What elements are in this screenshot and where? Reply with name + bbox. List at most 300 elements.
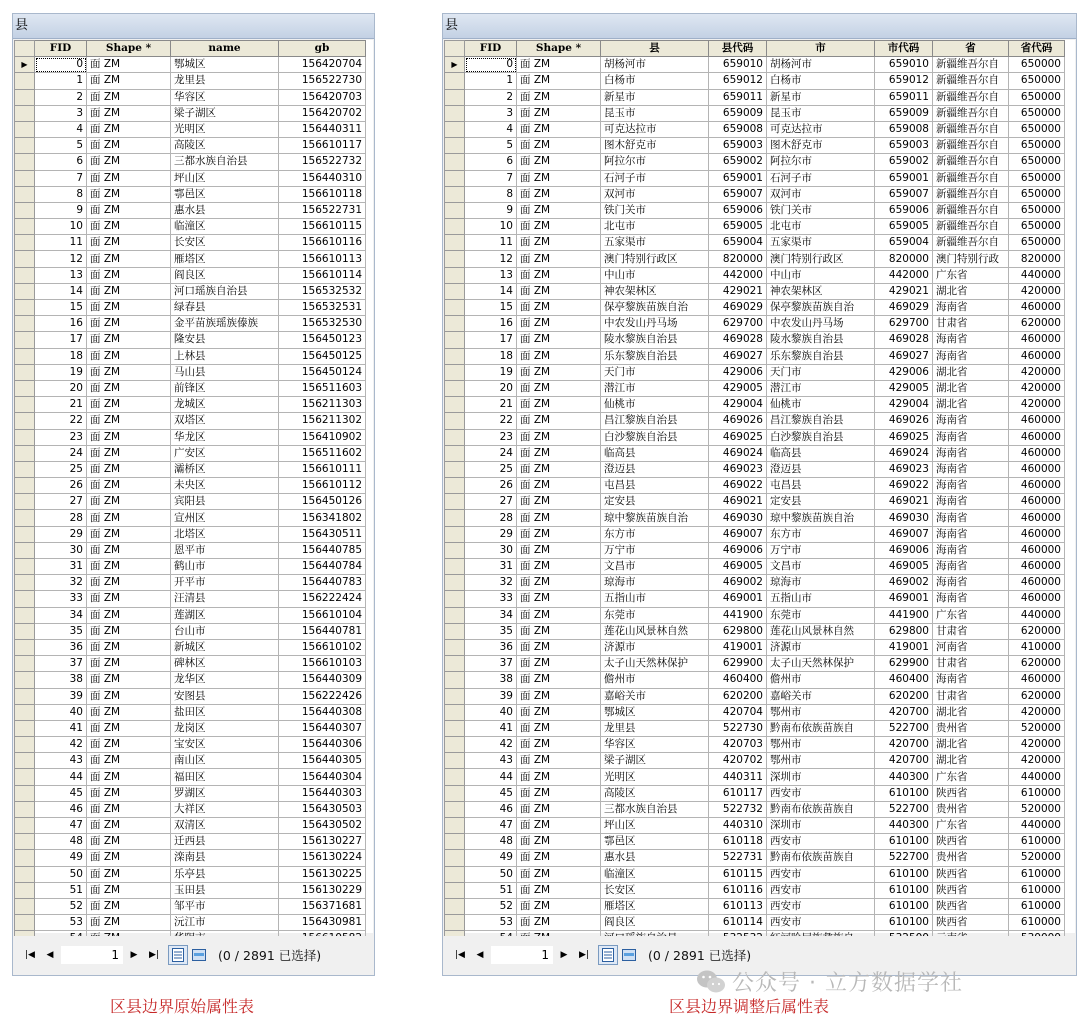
table-cell[interactable]: 659012	[709, 73, 767, 89]
table-cell[interactable]: 469027	[709, 348, 767, 364]
table-cell[interactable]: 新疆维吾尔自	[933, 73, 1009, 89]
table-cell[interactable]: 面 ZM	[87, 154, 171, 170]
row-selector[interactable]	[15, 219, 35, 235]
table-cell[interactable]: 东莞市	[601, 607, 709, 623]
table-row[interactable]	[15, 769, 366, 785]
table-cell[interactable]: 面 ZM	[87, 202, 171, 218]
table-cell[interactable]: 华容区	[171, 89, 279, 105]
table-cell[interactable]: 610100	[875, 785, 933, 801]
table-cell[interactable]: 469025	[875, 429, 933, 445]
table-cell[interactable]: 陕西省	[933, 785, 1009, 801]
table-cell[interactable]: 面 ZM	[87, 915, 171, 931]
table-cell[interactable]: 面 ZM	[87, 834, 171, 850]
table-cell[interactable]: 陕西省	[933, 882, 1009, 898]
table-row[interactable]	[445, 348, 1065, 364]
table-cell[interactable]: 1	[35, 73, 87, 89]
table-cell[interactable]: 面 ZM	[87, 850, 171, 866]
table-cell[interactable]: 156610115	[279, 219, 366, 235]
table-cell[interactable]: 面 ZM	[87, 785, 171, 801]
table-cell[interactable]: 420000	[1009, 737, 1065, 753]
table-cell[interactable]: 469022	[709, 478, 767, 494]
table-cell[interactable]: 460400	[875, 672, 933, 688]
table-cell[interactable]: 522730	[709, 720, 767, 736]
table-cell[interactable]: 坪山区	[601, 818, 709, 834]
table-cell[interactable]: 面 ZM	[87, 219, 171, 235]
table-cell[interactable]: 乐亭县	[171, 866, 279, 882]
table-cell[interactable]: 156222424	[279, 591, 366, 607]
table-row[interactable]	[15, 785, 366, 801]
table-cell[interactable]: 429021	[709, 283, 767, 299]
table-row[interactable]	[445, 170, 1065, 186]
table-cell[interactable]: 440310	[709, 818, 767, 834]
table-cell[interactable]: 面 ZM	[517, 704, 601, 720]
table-row[interactable]	[445, 623, 1065, 639]
table-cell[interactable]: 贵州省	[933, 850, 1009, 866]
first-record-icon[interactable]: |◀	[455, 950, 465, 960]
row-selector[interactable]	[445, 154, 465, 170]
table-cell[interactable]: 面 ZM	[87, 639, 171, 655]
row-selector[interactable]	[445, 769, 465, 785]
table-cell[interactable]: 156130229	[279, 882, 366, 898]
table-cell[interactable]: 面 ZM	[87, 461, 171, 477]
table-cell[interactable]: 3	[35, 105, 87, 121]
table-cell[interactable]: 面 ZM	[517, 801, 601, 817]
table-row[interactable]	[445, 121, 1065, 137]
table-row[interactable]	[445, 494, 1065, 510]
table-cell[interactable]: 西安市	[767, 834, 875, 850]
column-header[interactable]: 县	[601, 41, 709, 57]
row-selector[interactable]	[15, 461, 35, 477]
table-cell[interactable]: 面 ZM	[517, 720, 601, 736]
table-cell[interactable]: 441900	[875, 607, 933, 623]
table-row[interactable]	[15, 364, 366, 380]
table-cell[interactable]: 659006	[709, 202, 767, 218]
table-cell[interactable]: 华龙区	[171, 429, 279, 445]
row-selector[interactable]	[445, 720, 465, 736]
first-record-icon[interactable]: |◀	[25, 950, 35, 960]
row-selector[interactable]	[15, 607, 35, 623]
table-cell[interactable]: 鄠邑区	[601, 834, 709, 850]
table-cell[interactable]: 24	[465, 445, 517, 461]
table-cell[interactable]: 面 ZM	[87, 121, 171, 137]
table-cell[interactable]: 莲花山风景林自然	[601, 623, 709, 639]
table-cell[interactable]: 156532530	[279, 316, 366, 332]
table-cell[interactable]: 文昌市	[767, 559, 875, 575]
table-cell[interactable]: 面 ZM	[87, 170, 171, 186]
table-cell[interactable]: 中农发山丹马场	[601, 316, 709, 332]
table-cell[interactable]: 面 ZM	[517, 737, 601, 753]
table-cell[interactable]: 面 ZM	[517, 656, 601, 672]
table-cell[interactable]: 659012	[875, 73, 933, 89]
table-cell[interactable]: 宾阳县	[171, 494, 279, 510]
table-cell[interactable]: 新星市	[601, 89, 709, 105]
table-cell[interactable]: 156440785	[279, 542, 366, 558]
table-row[interactable]	[445, 364, 1065, 380]
table-cell[interactable]: 面 ZM	[517, 882, 601, 898]
table-cell[interactable]: 面 ZM	[517, 300, 601, 316]
row-selector[interactable]	[445, 494, 465, 510]
table-cell[interactable]: 面 ZM	[517, 89, 601, 105]
row-selector[interactable]	[445, 461, 465, 477]
show-selected-records-icon[interactable]	[620, 946, 638, 964]
table-row[interactable]	[445, 445, 1065, 461]
table-cell[interactable]: 陕西省	[933, 915, 1009, 931]
row-selector[interactable]	[445, 656, 465, 672]
row-selector[interactable]	[15, 656, 35, 672]
column-header[interactable]: 市代码	[875, 41, 933, 57]
table-cell[interactable]: 460000	[1009, 559, 1065, 575]
table-cell[interactable]: 31	[35, 559, 87, 575]
table-cell[interactable]: 面 ZM	[87, 89, 171, 105]
table-cell[interactable]: 659008	[709, 121, 767, 137]
table-row[interactable]	[15, 753, 366, 769]
table-cell[interactable]: 610100	[875, 866, 933, 882]
table-row[interactable]	[445, 591, 1065, 607]
table-cell[interactable]: 460000	[1009, 348, 1065, 364]
table-cell[interactable]: 海南省	[933, 461, 1009, 477]
table-cell[interactable]: 469005	[709, 559, 767, 575]
table-row[interactable]	[445, 688, 1065, 704]
table-row[interactable]	[445, 251, 1065, 267]
table-cell[interactable]: 梁子湖区	[601, 753, 709, 769]
table-cell[interactable]: 面 ZM	[517, 898, 601, 914]
table-cell[interactable]: 469006	[875, 542, 933, 558]
table-cell[interactable]: 天门市	[767, 364, 875, 380]
row-selector[interactable]	[15, 510, 35, 526]
table-cell[interactable]: 610100	[875, 834, 933, 850]
prev-record-icon[interactable]: ◀	[476, 950, 484, 960]
table-cell[interactable]: 420700	[875, 753, 933, 769]
table-cell[interactable]: 临潼区	[171, 219, 279, 235]
table-cell[interactable]: 龙里县	[171, 73, 279, 89]
table-cell[interactable]: 469007	[875, 526, 933, 542]
row-selector-header[interactable]	[445, 41, 465, 57]
table-cell[interactable]: 14	[465, 283, 517, 299]
row-selector[interactable]	[445, 623, 465, 639]
table-cell[interactable]: 万宁市	[601, 542, 709, 558]
row-selector[interactable]	[445, 850, 465, 866]
record-number-input[interactable]: 1	[60, 945, 124, 965]
row-selector-header[interactable]	[15, 41, 35, 57]
table-cell[interactable]: 156420704	[279, 57, 366, 73]
table-cell[interactable]: 嘉峪关市	[601, 688, 709, 704]
table-row[interactable]	[15, 397, 366, 413]
table-row[interactable]	[445, 186, 1065, 202]
table-cell[interactable]: 西安市	[767, 898, 875, 914]
table-cell[interactable]: 深圳市	[767, 818, 875, 834]
table-cell[interactable]: 156440307	[279, 720, 366, 736]
table-cell[interactable]: 东莞市	[767, 607, 875, 623]
table-cell[interactable]: 屯昌县	[767, 478, 875, 494]
table-row[interactable]	[445, 300, 1065, 316]
table-cell[interactable]: 临高县	[767, 445, 875, 461]
table-cell[interactable]: 429005	[875, 380, 933, 396]
table-cell[interactable]: 620000	[1009, 656, 1065, 672]
table-cell[interactable]: 新疆维吾尔自	[933, 202, 1009, 218]
table-cell[interactable]: 面 ZM	[87, 688, 171, 704]
table-cell[interactable]: 522700	[875, 801, 933, 817]
column-header[interactable]: 县代码	[709, 41, 767, 57]
last-record-icon[interactable]: ▶|	[579, 950, 589, 960]
table-cell[interactable]: 469029	[709, 300, 767, 316]
row-selector[interactable]	[15, 559, 35, 575]
table-cell[interactable]: 宝安区	[171, 737, 279, 753]
table-cell[interactable]: 福田区	[171, 769, 279, 785]
table-cell[interactable]: 面 ZM	[517, 105, 601, 121]
table-cell[interactable]: 面 ZM	[517, 575, 601, 591]
table-cell[interactable]: 460000	[1009, 429, 1065, 445]
table-cell[interactable]: 三都水族自治县	[601, 801, 709, 817]
table-cell[interactable]: 156450123	[279, 332, 366, 348]
table-row[interactable]	[445, 915, 1065, 931]
table-cell[interactable]: 澳门特别行政	[933, 251, 1009, 267]
table-cell[interactable]: 440300	[875, 769, 933, 785]
table-cell[interactable]: 莲花山风景林自然	[767, 623, 875, 639]
table-cell[interactable]: 海南省	[933, 591, 1009, 607]
table-cell[interactable]: 惠水县	[601, 850, 709, 866]
table-cell[interactable]: 面 ZM	[517, 866, 601, 882]
table-cell[interactable]: 4	[35, 121, 87, 137]
table-cell[interactable]: 156610116	[279, 235, 366, 251]
table-cell[interactable]: 湖北省	[933, 737, 1009, 753]
table-cell[interactable]: 双塔区	[171, 413, 279, 429]
row-selector[interactable]	[445, 186, 465, 202]
table-cell[interactable]: 629700	[709, 316, 767, 332]
next-record-icon[interactable]: ▶	[560, 950, 568, 960]
table-cell[interactable]: 西安市	[767, 882, 875, 898]
table-cell[interactable]: 西安市	[767, 915, 875, 931]
table-cell[interactable]: 23	[35, 429, 87, 445]
table-cell[interactable]: 深圳市	[767, 769, 875, 785]
table-row[interactable]	[445, 542, 1065, 558]
row-selector[interactable]	[15, 478, 35, 494]
row-selector[interactable]	[15, 138, 35, 154]
table-cell[interactable]: 雁塔区	[601, 898, 709, 914]
table-cell[interactable]: 28	[465, 510, 517, 526]
table-cell[interactable]: 156450124	[279, 364, 366, 380]
table-cell[interactable]: 面 ZM	[87, 656, 171, 672]
table-cell[interactable]: 18	[35, 348, 87, 364]
table-cell[interactable]: 高陵区	[601, 785, 709, 801]
table-cell[interactable]: 面 ZM	[517, 267, 601, 283]
table-cell[interactable]: 620000	[1009, 316, 1065, 332]
table-cell[interactable]: 新疆维吾尔自	[933, 121, 1009, 137]
table-cell[interactable]: 156440309	[279, 672, 366, 688]
table-cell[interactable]: 9	[465, 202, 517, 218]
table-cell[interactable]: 650000	[1009, 235, 1065, 251]
table-cell[interactable]: 469002	[875, 575, 933, 591]
table-cell[interactable]: 面 ZM	[517, 785, 601, 801]
table-row[interactable]	[445, 575, 1065, 591]
table-cell[interactable]: 48	[465, 834, 517, 850]
table-cell[interactable]: 156211302	[279, 413, 366, 429]
table-cell[interactable]: 东方市	[601, 526, 709, 542]
table-cell[interactable]: 11	[465, 235, 517, 251]
table-cell[interactable]: 面 ZM	[517, 283, 601, 299]
table-row[interactable]	[15, 105, 366, 121]
table-cell[interactable]: 乐东黎族自治县	[767, 348, 875, 364]
table-cell[interactable]: 面 ZM	[87, 753, 171, 769]
table-cell[interactable]: 469030	[709, 510, 767, 526]
table-cell[interactable]: 广东省	[933, 267, 1009, 283]
table-cell[interactable]: 面 ZM	[517, 639, 601, 655]
table-cell[interactable]: 460000	[1009, 332, 1065, 348]
column-header[interactable]: gb	[279, 41, 366, 57]
table-cell[interactable]: 面 ZM	[87, 57, 171, 73]
table-cell[interactable]: 新疆维吾尔自	[933, 57, 1009, 73]
table-cell[interactable]: 面 ZM	[517, 332, 601, 348]
table-cell[interactable]: 520000	[1009, 720, 1065, 736]
table-cell[interactable]: 156450125	[279, 348, 366, 364]
table-cell[interactable]: 15	[35, 300, 87, 316]
table-cell[interactable]: 610100	[875, 898, 933, 914]
table-cell[interactable]: 湖北省	[933, 364, 1009, 380]
table-cell[interactable]: 面 ZM	[87, 575, 171, 591]
table-cell[interactable]: 156511602	[279, 445, 366, 461]
column-header[interactable]: FID	[35, 41, 87, 57]
table-cell[interactable]: 156532532	[279, 283, 366, 299]
table-row[interactable]	[445, 413, 1065, 429]
row-selector[interactable]	[15, 688, 35, 704]
table-cell[interactable]: 新星市	[767, 89, 875, 105]
table-cell[interactable]: 429004	[709, 397, 767, 413]
table-cell[interactable]: 济源市	[601, 639, 709, 655]
record-number-input[interactable]: 1	[490, 945, 554, 965]
table-cell[interactable]: 419001	[875, 639, 933, 655]
table-cell[interactable]: 面 ZM	[87, 105, 171, 121]
table-row[interactable]	[15, 704, 366, 720]
row-selector[interactable]	[15, 834, 35, 850]
table-cell[interactable]: 海南省	[933, 300, 1009, 316]
table-cell[interactable]: 面 ZM	[517, 364, 601, 380]
table-row[interactable]	[15, 235, 366, 251]
table-cell[interactable]: 潜江市	[767, 380, 875, 396]
table-cell[interactable]: 长安区	[601, 882, 709, 898]
table-cell[interactable]: 460000	[1009, 461, 1065, 477]
table-cell[interactable]: 面 ZM	[517, 348, 601, 364]
table-cell[interactable]: 156440311	[279, 121, 366, 137]
table-cell[interactable]: 156430502	[279, 818, 366, 834]
table-cell[interactable]: 面 ZM	[87, 300, 171, 316]
row-selector[interactable]	[445, 170, 465, 186]
table-cell[interactable]: 面 ZM	[517, 57, 601, 73]
table-cell[interactable]: 面 ZM	[517, 170, 601, 186]
table-cell[interactable]: 42	[35, 737, 87, 753]
table-cell[interactable]: 29	[35, 526, 87, 542]
table-cell[interactable]: 面 ZM	[517, 429, 601, 445]
row-selector[interactable]	[15, 267, 35, 283]
table-cell[interactable]: 17	[465, 332, 517, 348]
table-cell[interactable]: 前锋区	[171, 380, 279, 396]
table-cell[interactable]: 659011	[709, 89, 767, 105]
table-cell[interactable]: 156610117	[279, 138, 366, 154]
table-cell[interactable]: 广东省	[933, 818, 1009, 834]
table-cell[interactable]: 海南省	[933, 332, 1009, 348]
table-cell[interactable]: 面 ZM	[517, 834, 601, 850]
table-row[interactable]	[445, 57, 1065, 73]
table-cell[interactable]: 面 ZM	[87, 397, 171, 413]
table-cell[interactable]: 广东省	[933, 769, 1009, 785]
table-cell[interactable]: 面 ZM	[87, 882, 171, 898]
row-selector[interactable]	[15, 332, 35, 348]
table-cell[interactable]: 156440304	[279, 769, 366, 785]
table-row[interactable]	[445, 283, 1065, 299]
table-cell[interactable]: 湖北省	[933, 380, 1009, 396]
table-cell[interactable]: 阿拉尔市	[767, 154, 875, 170]
row-selector[interactable]	[15, 348, 35, 364]
table-cell[interactable]: 52	[465, 898, 517, 914]
table-cell[interactable]: 156440308	[279, 704, 366, 720]
table-cell[interactable]: 面 ZM	[87, 623, 171, 639]
table-cell[interactable]: 469021	[875, 494, 933, 510]
table-cell[interactable]: 29	[465, 526, 517, 542]
table-cell[interactable]: 460000	[1009, 542, 1065, 558]
table-cell[interactable]: 440000	[1009, 607, 1065, 623]
table-cell[interactable]: 10	[465, 219, 517, 235]
table-cell[interactable]: 可克达拉市	[601, 121, 709, 137]
table-row[interactable]	[15, 332, 366, 348]
table-cell[interactable]: 156440781	[279, 623, 366, 639]
table-cell[interactable]: 25	[35, 461, 87, 477]
table-row[interactable]	[445, 154, 1065, 170]
table-row[interactable]	[445, 461, 1065, 477]
row-selector[interactable]	[445, 332, 465, 348]
table-cell[interactable]: 广安区	[171, 445, 279, 461]
table-cell[interactable]: 面 ZM	[517, 461, 601, 477]
table-cell[interactable]: 海南省	[933, 348, 1009, 364]
table-cell[interactable]: 黔南布依族苗族自	[767, 801, 875, 817]
table-row[interactable]	[15, 413, 366, 429]
table-cell[interactable]: 面 ZM	[517, 138, 601, 154]
row-selector[interactable]	[15, 494, 35, 510]
table-cell[interactable]: 龙华区	[171, 672, 279, 688]
table-cell[interactable]: 西安市	[767, 866, 875, 882]
row-selector[interactable]	[445, 915, 465, 931]
column-header[interactable]: Shape *	[87, 41, 171, 57]
table-row[interactable]	[15, 866, 366, 882]
table-cell[interactable]: 面 ZM	[87, 186, 171, 202]
table-row[interactable]	[15, 672, 366, 688]
column-header[interactable]: name	[171, 41, 279, 57]
table-cell[interactable]: 面 ZM	[87, 720, 171, 736]
last-record-icon[interactable]: ▶|	[149, 950, 159, 960]
table-cell[interactable]: 17	[35, 332, 87, 348]
table-cell[interactable]: 雁塔区	[171, 251, 279, 267]
table-cell[interactable]: 白杨市	[601, 73, 709, 89]
table-row[interactable]	[445, 818, 1065, 834]
table-cell[interactable]: 420000	[1009, 380, 1065, 396]
table-cell[interactable]: 恩平市	[171, 542, 279, 558]
row-selector[interactable]	[445, 429, 465, 445]
table-cell[interactable]: 820000	[709, 251, 767, 267]
table-cell[interactable]: 河南省	[933, 639, 1009, 655]
table-cell[interactable]: 梁子湖区	[171, 105, 279, 121]
table-cell[interactable]: 650000	[1009, 138, 1065, 154]
table-cell[interactable]: 610115	[709, 866, 767, 882]
table-cell[interactable]: 469026	[875, 413, 933, 429]
row-selector[interactable]	[445, 688, 465, 704]
row-selector[interactable]	[445, 785, 465, 801]
table-cell[interactable]: 玉田县	[171, 882, 279, 898]
row-selector[interactable]	[445, 121, 465, 137]
table-cell[interactable]: 阎良区	[601, 915, 709, 931]
table-cell[interactable]: 522732	[709, 801, 767, 817]
table-cell[interactable]: 湖北省	[933, 397, 1009, 413]
row-selector[interactable]	[15, 785, 35, 801]
table-cell[interactable]: 面 ZM	[87, 818, 171, 834]
row-selector[interactable]	[445, 526, 465, 542]
table-cell[interactable]: 高陵区	[171, 138, 279, 154]
